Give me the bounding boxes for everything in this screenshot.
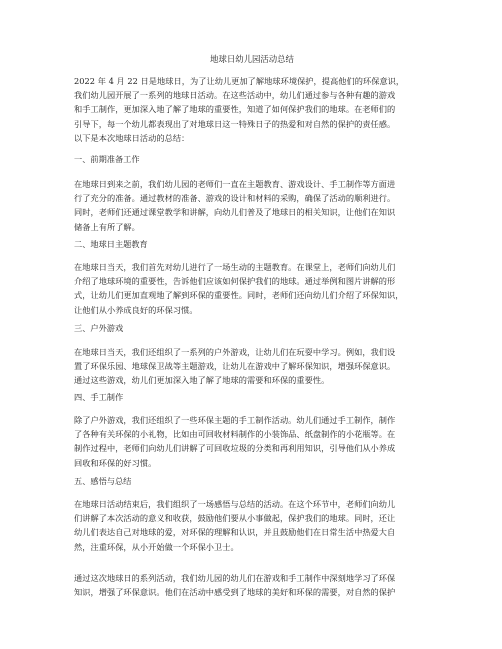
document-title: 地球日幼儿园活动总结: [210, 54, 294, 64]
intro-line: 引导下，每一个幼儿都表现出了对地球日这一特殊日子的热爱和对自然的保护的责任感。: [74, 118, 396, 129]
paragraph-line: 同时，老师们还通过课堂教学和讲解，向幼儿们普及了地球日的相关知识，让他们在知识: [74, 207, 396, 218]
paragraph-line: 让他们从小养成良好的环保习惯。: [74, 304, 198, 315]
section-heading-preparation: 一、前期准备工作: [74, 154, 140, 164]
intro-line: 和手工制作，更加深入地了解了地球的重要性，知道了如何保护我们的地球。在老师们的: [74, 104, 396, 115]
paragraph-line: 知识，增强了环保意识。他们在活动中感受到了地球的美好和环保的需要，对自然的保护: [74, 587, 396, 598]
section-paragraph-preparation: [74, 177, 434, 234]
paragraph-line: 通过这些游戏，幼儿们更加深入地了解了地球的需要和环保的重要性。: [74, 375, 330, 386]
section-heading-outdoor-games: 三、户外游戏: [74, 323, 124, 333]
section-heading-handcraft: 四、手工制作: [74, 392, 124, 402]
section-paragraph-reflection: [74, 497, 434, 554]
intro-line: 2022 年 4 月 22 日是地球日，为了让幼儿更加了解地球环境保护，提高他们的环保意识，: [74, 76, 405, 86]
paragraph-line: 式，让幼儿们更加直观地了解到环保的重要性。同时，老师们还向幼儿们介绍了环保知识，: [74, 290, 404, 301]
paragraph-line: 了各种有关环保的小礼物，比如由可回收材料制作的小装饰品、纸盘制作的小花瓶等。在: [74, 429, 396, 440]
paragraph-line: 们讲解了本次活动的意义和收获，鼓励他们要从小事做起，保护我们的地球。同时，还让: [74, 513, 396, 524]
paragraph-line: 行了充分的准备。通过教材的准备、游戏的设计和材料的采购，确保了活动的顺利进行。: [74, 193, 396, 204]
paragraph-line: 除了户外游戏，我们还组织了一些环保主题的手工制作活动。幼儿们通过手工制作，制作: [74, 415, 396, 425]
paragraph-line: 幼儿们表达自己对地球的爱，对环保的理解和认识，并且鼓励他们在日常生活中热爱大自: [74, 527, 396, 538]
section-heading-reflection: 五、感悟与总结: [74, 476, 132, 486]
intro-line: 我们幼儿园开展了一系列的地球日活动。在这些活动中，幼儿们通过参与各种有趣的游戏: [74, 90, 396, 101]
paragraph-line: 在地球日到来之前，我们幼儿园的老师们一直在主题教育、游戏设计、手工制作等方面进: [74, 179, 396, 189]
paragraph-line: 储备上有所了解。: [74, 221, 140, 232]
paragraph-line: 在地球日活动结束后，我们组织了一场感悟与总结的活动。在这个环节中，老师们向幼儿: [74, 499, 396, 509]
section-paragraph-outdoor-games: [74, 345, 434, 388]
paragraph-line: 置了环保乐园、地球保卫战等主题游戏，让幼儿在游戏中了解环保知识，增强环保意识。: [74, 361, 396, 372]
intro-line: 以下是本次地球日活动的总结：: [74, 132, 190, 143]
section-heading-theme-education: 二、地球日主题教育: [74, 239, 148, 249]
paragraph-line: 介绍了地球环境的重要性，告诉他们应该如何保护我们的地球。通过举例和图片讲解的形: [74, 276, 396, 287]
section-paragraph-theme-education: [74, 260, 434, 317]
section-paragraph-handcraft: [74, 413, 434, 470]
paragraph-line: 然，注重环保，从小开始做一个环保小卫士。: [74, 541, 239, 552]
closing-paragraph: [74, 571, 434, 599]
paragraph-line: 回收和环保的好习惯。: [74, 457, 157, 468]
paragraph-line: 通过这次地球日的系列活动，我们幼儿园的幼儿们在游戏和手工制作中深刻地学习了环保: [74, 573, 396, 583]
paragraph-line: 在地球日当天，我们首先对幼儿进行了一场生动的主题教育。在课堂上，老师们向幼儿们: [74, 262, 396, 272]
paragraph-line: 在地球日当天，我们还组织了一系列的户外游戏，让幼儿们在玩耍中学习。例如，我们设: [74, 347, 396, 357]
paragraph-line: 制作过程中，老师们向幼儿们讲解了可回收垃圾的分类和再利用知识，引导他们从小养成: [74, 443, 396, 454]
intro-paragraph: [74, 74, 434, 145]
